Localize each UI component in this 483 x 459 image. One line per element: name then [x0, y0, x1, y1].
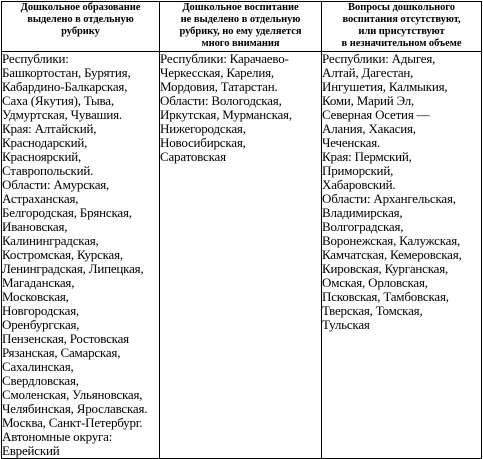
region-line: Иркутская, Мурманская, — [160, 107, 292, 122]
header-line: выделено в отдельную — [27, 14, 134, 25]
region-line: Свердловская, — [2, 373, 79, 388]
region-line: Кабардино-Балкарская, — [2, 79, 128, 94]
region-line: Смоленская, Ульяновская, — [2, 387, 143, 402]
region-line: Сахалинская, — [2, 359, 74, 374]
region-line: Костромская, Курская, — [2, 247, 123, 262]
region-line: Области: Вологодская, — [160, 93, 282, 108]
region-line: Башкортостан, Бурятия, — [2, 65, 131, 80]
region-line: Челябинская, Ярославская. — [2, 401, 148, 416]
region-line: Алания, Хакасия, — [322, 121, 416, 136]
regions-table — [1, 1, 482, 459]
regions-cell-separate-section — [2, 52, 160, 459]
region-line: Еврейский — [2, 443, 60, 458]
region-line: Тульская — [322, 317, 370, 332]
region-line: Саха (Якутия), Тыва, — [2, 93, 114, 108]
header-line: Дошкольное воспитание — [182, 2, 299, 13]
region-line: Нижегородская, — [160, 121, 246, 136]
regions-cell-much-attention — [160, 52, 322, 459]
header-line: много внимания — [201, 38, 280, 49]
region-line: Области: Амурская, — [2, 177, 110, 192]
region-line: Саратовская — [160, 149, 226, 164]
header-line: Вопросы дошкольного — [348, 2, 455, 13]
region-line: Коми, Марий Эл, — [322, 93, 415, 108]
region-line: Пензенская, Ростовская — [2, 331, 129, 346]
region-line: Ивановская, — [2, 219, 68, 234]
region-line: Северная Осетия — — [322, 107, 430, 122]
header-line: воспитания отсутствуют, — [342, 14, 461, 25]
region-line: Москва, Санкт-Петербург. — [2, 415, 143, 430]
region-line: Камчатская, Кемеровская, — [322, 247, 462, 262]
region-line: Мордовия, Татарстан. — [160, 79, 278, 94]
header-line: не выделено в отдельную — [180, 14, 301, 25]
region-line: Волгоградская, — [322, 219, 404, 234]
region-line: Ингушетия, Калмыкия, — [322, 79, 448, 94]
region-line: Края: Пермский, — [322, 149, 412, 164]
region-line: Новгородская, — [2, 303, 80, 318]
region-line: Московская, — [2, 289, 69, 304]
region-line: Калининградская, — [2, 233, 99, 248]
region-line: Автономные округа: — [2, 429, 113, 444]
region-line: Черкесская, Карелия, — [160, 65, 274, 80]
header-cell-much-attention — [160, 2, 322, 52]
header-cell-absent-or-minor — [322, 2, 482, 52]
region-line: Воронежская, Калужская, — [322, 233, 461, 248]
region-line: Алтай, Дагестан, — [322, 65, 414, 80]
header-cell-separate-section — [2, 2, 160, 52]
region-line: Новосибирская, — [160, 135, 246, 150]
region-line: Кировская, Курганская, — [322, 261, 449, 276]
header-line: или присутствуют — [358, 26, 445, 37]
region-line: Тверская, Томская, — [322, 303, 423, 318]
region-line: Владимирская, — [322, 205, 403, 220]
region-line: Республики: Карачаево- — [160, 51, 289, 66]
region-line: Оренбургская, — [2, 317, 80, 332]
header-line: в незначительном объеме — [341, 38, 462, 49]
region-line: Удмуртская, Чувашия. — [2, 107, 122, 122]
region-line: Приморский, — [322, 163, 394, 178]
region-line: Магаданская, — [2, 275, 75, 290]
region-line: Края: Алтайский, — [2, 121, 97, 136]
header-line: рубрику, но ему уделяется — [179, 26, 302, 37]
region-line: Области: Архангельская, — [322, 191, 456, 206]
region-line: Республики: Адыгея, — [322, 51, 436, 66]
body-row — [2, 52, 482, 459]
region-line: Республики: — [2, 51, 69, 66]
region-line: Ленинградская, Липецкая, — [2, 261, 144, 276]
regions-cell-absent-or-minor — [322, 52, 482, 459]
region-line: Красноярский, — [2, 149, 82, 164]
region-line: Чеченская. — [322, 135, 381, 150]
region-line: Рязанская, Самарская, — [2, 345, 121, 360]
region-line: Белгородская, Брянская, — [2, 205, 132, 220]
region-line: Астраханская, — [2, 191, 79, 206]
header-row — [2, 2, 482, 52]
region-line: Хабаровский. — [322, 177, 396, 192]
region-line: Краснодарский, — [2, 135, 88, 150]
header-line: рубрику — [61, 26, 100, 37]
header-line: Дошкольное образование — [20, 2, 141, 13]
region-line: Псковская, Тамбовская, — [322, 289, 449, 304]
region-line: Омская, Орловская, — [322, 275, 428, 290]
region-line: Ставропольский. — [2, 163, 94, 178]
